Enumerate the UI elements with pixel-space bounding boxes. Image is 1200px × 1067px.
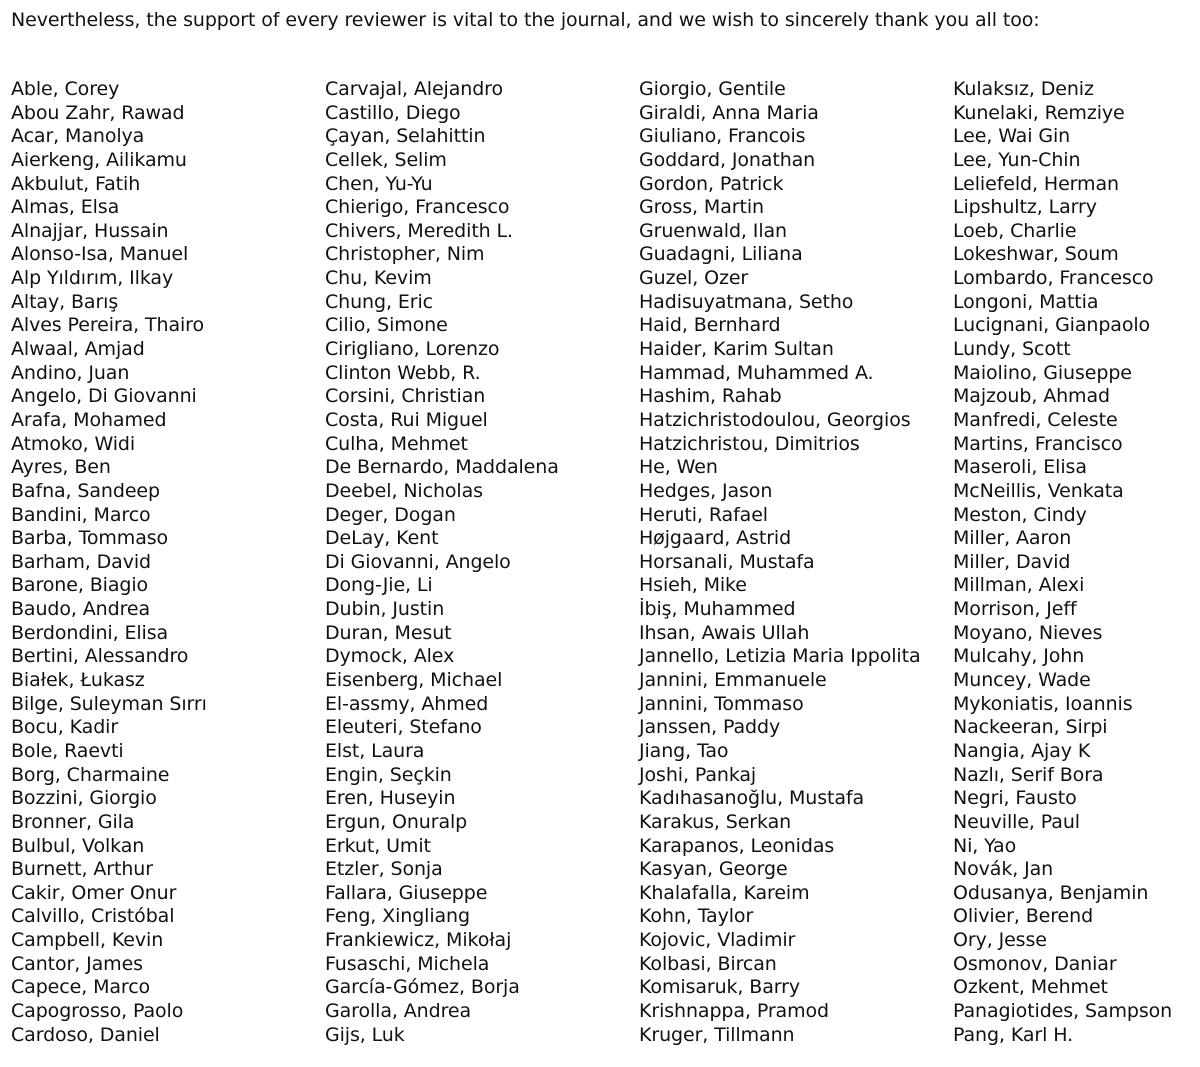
reviewer-name: Aierkeng, Ailikamu <box>11 148 187 171</box>
reviewer-name: Lee, Yun-Chin <box>953 148 1081 171</box>
reviewer-name: Nazlı, Serif Bora <box>953 763 1104 786</box>
reviewer-name: Hatzichristodoulou, Georgios <box>639 408 911 431</box>
reviewer-name: Abou Zahr, Rawad <box>11 101 185 124</box>
reviewer-name: McNeillis, Venkata <box>953 479 1124 502</box>
reviewer-name: Novák, Jan <box>953 858 1054 881</box>
reviewer-name: Dymock, Alex <box>325 645 455 668</box>
reviewer-name: Miller, David <box>953 550 1071 573</box>
reviewer-name: Baudo, Andrea <box>11 598 151 621</box>
reviewer-name: Joshi, Pankaj <box>639 763 757 786</box>
reviewer-name: Akbulut, Fatih <box>11 172 141 195</box>
reviewer-name: Ozkent, Mehmet <box>953 976 1108 999</box>
reviewer-name: Alnajjar, Hussain <box>11 219 169 242</box>
reviewer-name: Gruenwald, Ilan <box>639 219 787 242</box>
reviewer-name: Cilio, Simone <box>325 314 448 337</box>
reviewer-name: Kohn, Taylor <box>639 905 754 928</box>
reviewer-name: Calvillo, Cristóbal <box>11 905 175 928</box>
reviewer-name: Chierigo, Francesco <box>325 196 510 219</box>
reviewer-name: Gordon, Patrick <box>639 172 784 195</box>
reviewer-name: Hashim, Rahab <box>639 385 782 408</box>
reviewer-name: Ayres, Ben <box>11 456 111 479</box>
reviewer-name: Lokeshwar, Soum <box>953 243 1119 266</box>
reviewer-name: Bocu, Kadir <box>11 716 119 739</box>
reviewer-name: Neuville, Paul <box>953 810 1080 833</box>
reviewer-name: Deebel, Nicholas <box>325 479 483 502</box>
reviewer-name: Bole, Raevti <box>11 739 124 762</box>
reviewer-name: Kojovic, Vladimir <box>639 929 796 952</box>
reviewer-name: Jiang, Tao <box>639 739 729 762</box>
reviewer-name: Kunelaki, Remziye <box>953 101 1125 124</box>
reviewer-name: Cellek, Selim <box>325 148 447 171</box>
reviewer-name: Kolbasi, Bircan <box>639 952 777 975</box>
reviewer-name: Castillo, Diego <box>325 101 461 124</box>
reviewer-name: Leliefeld, Herman <box>953 172 1119 195</box>
reviewer-name: Goddard, Jonathan <box>639 148 816 171</box>
reviewer-name: Haid, Bernhard <box>639 314 781 337</box>
reviewer-name: Millman, Alexi <box>953 574 1085 597</box>
reviewer-column-1 <box>11 78 207 1047</box>
reviewer-name: Alp Yıldırım, Ilkay <box>11 267 174 290</box>
reviewer-name: Bilge, Suleyman Sırrı <box>11 692 207 715</box>
reviewer-name: Hedges, Jason <box>639 479 773 502</box>
reviewer-name: Feng, Xingliang <box>325 905 470 928</box>
reviewer-name: Çayan, Selahittin <box>325 125 486 148</box>
reviewer-name: El-assmy, Ahmed <box>325 692 489 715</box>
reviewer-name: Pang, Karl H. <box>953 1023 1074 1046</box>
reviewer-name: Mulcahy, John <box>953 645 1085 668</box>
reviewer-name: Mykoniatis, Ioannis <box>953 692 1133 715</box>
reviewer-name: Moyano, Nieves <box>953 621 1103 644</box>
reviewer-column-2 <box>325 78 559 1047</box>
reviewer-name: Acar, Manolya <box>11 125 145 148</box>
reviewer-name: Chen, Yu-Yu <box>325 172 433 195</box>
reviewer-name: Atmoko, Widi <box>11 432 136 455</box>
reviewer-name: Janssen, Paddy <box>639 716 781 739</box>
reviewer-name: Lipshultz, Larry <box>953 196 1097 219</box>
reviewer-name: Horsanali, Mustafa <box>639 550 815 573</box>
reviewer-name: Cantor, James <box>11 952 143 975</box>
reviewer-name: Ory, Jesse <box>953 929 1047 952</box>
reviewer-name: Lee, Wai Gin <box>953 125 1071 148</box>
reviewer-name: Barham, David <box>11 550 151 573</box>
reviewer-name: Barba, Tommaso <box>11 527 169 550</box>
reviewer-name: Gross, Martin <box>639 196 764 219</box>
reviewer-name: Heruti, Rafael <box>639 503 768 526</box>
reviewer-name: Fallara, Giuseppe <box>325 881 488 904</box>
reviewer-name: Able, Corey <box>11 78 120 100</box>
reviewer-name: Bronner, Gila <box>11 810 135 833</box>
reviewer-name: Miller, Aaron <box>953 527 1072 550</box>
reviewer-name: Lucignani, Gianpaolo <box>953 314 1151 337</box>
reviewer-name: Chung, Eric <box>325 290 433 313</box>
reviewer-name: Osmonov, Daniar <box>953 952 1117 975</box>
reviewer-name: Muncey, Wade <box>953 669 1091 692</box>
reviewer-name: Di Giovanni, Angelo <box>325 550 511 573</box>
reviewer-name: Longoni, Mattia <box>953 290 1099 313</box>
reviewer-name: İbiş, Muhammed <box>639 598 796 621</box>
reviewer-name: Lundy, Scott <box>953 338 1071 361</box>
reviewer-name: Kruger, Tillmann <box>639 1023 795 1046</box>
reviewer-name: Berdondini, Elisa <box>11 621 169 644</box>
reviewer-name: Burnett, Arthur <box>11 858 153 881</box>
intro-text: Nevertheless, the support of every reviewer is vital to the journal, and we wish to sincerely thank you all too: <box>11 9 1040 31</box>
reviewer-column-3 <box>639 78 921 1047</box>
reviewer-column-4 <box>953 78 1172 1047</box>
reviewer-name: Bafna, Sandeep <box>11 479 160 502</box>
reviewer-name: He, Wen <box>639 456 718 479</box>
reviewer-name: Altay, Barış <box>11 290 119 313</box>
reviewer-name: Costa, Rui Miguel <box>325 408 488 431</box>
reviewer-name: Hadisuyatmana, Setho <box>639 290 854 313</box>
reviewer-name: Erkut, Umit <box>325 834 431 857</box>
reviewer-name: De Bernardo, Maddalena <box>325 456 559 479</box>
reviewer-name: Bertini, Alessandro <box>11 645 189 668</box>
reviewer-name: Elst, Laura <box>325 739 425 762</box>
reviewer-name: Kasyan, George <box>639 858 788 881</box>
reviewer-name: Capece, Marco <box>11 976 151 999</box>
reviewer-name: Gijs, Luk <box>325 1023 405 1046</box>
reviewer-name: Chu, Kevim <box>325 267 432 290</box>
reviewer-name: Odusanya, Benjamin <box>953 881 1149 904</box>
reviewer-name: Martins, Francisco <box>953 432 1123 455</box>
reviewer-name: Angelo, Di Giovanni <box>11 385 197 408</box>
reviewer-name: Manfredi, Celeste <box>953 408 1118 431</box>
reviewer-name: Alwaal, Amjad <box>11 338 145 361</box>
reviewer-name: Ihsan, Awais Ullah <box>639 621 810 644</box>
reviewer-name: Kulaksız, Deniz <box>953 78 1094 100</box>
reviewer-name: Nackeeran, Sirpi <box>953 716 1108 739</box>
reviewer-name: Chivers, Meredith L. <box>325 219 513 242</box>
reviewer-name: Alonso-Isa, Manuel <box>11 243 189 266</box>
reviewer-name: Andino, Juan <box>11 361 130 384</box>
reviewer-name: Culha, Mehmet <box>325 432 468 455</box>
reviewer-name: Eisenberg, Michael <box>325 669 503 692</box>
reviewer-name: Guadagni, Liliana <box>639 243 803 266</box>
reviewer-name: Jannello, Letizia Maria Ippolita <box>639 645 921 668</box>
reviewer-name: Maiolino, Giuseppe <box>953 361 1132 384</box>
reviewer-name: Morrison, Jeff <box>953 598 1077 621</box>
reviewer-name: Majzoub, Ahmad <box>953 385 1110 408</box>
reviewer-name: Alves Pereira, Thairo <box>11 314 205 337</box>
reviewer-name: Meston, Cindy <box>953 503 1087 526</box>
reviewer-name: Duran, Mesut <box>325 621 452 644</box>
reviewer-name: Dubin, Justin <box>325 598 445 621</box>
reviewer-name: Haider, Karim Sultan <box>639 338 834 361</box>
reviewer-name: Engin, Seçkin <box>325 763 452 786</box>
reviewer-name: Nangia, Ajay K <box>953 739 1091 762</box>
reviewer-name: Bandini, Marco <box>11 503 151 526</box>
reviewer-name: Białek, Łukasz <box>11 669 145 692</box>
reviewer-name: Christopher, Nim <box>325 243 485 266</box>
reviewer-name: Khalafalla, Kareim <box>639 881 810 904</box>
reviewer-name: Ni, Yao <box>953 834 1017 857</box>
reviewer-name: Giraldi, Anna Maria <box>639 101 819 124</box>
reviewer-name: Eren, Huseyin <box>325 787 456 810</box>
reviewer-name: Cardoso, Daniel <box>11 1023 160 1046</box>
reviewer-name: Karapanos, Leonidas <box>639 834 835 857</box>
reviewer-name: Guzel, Ozer <box>639 267 749 290</box>
reviewer-name: Carvajal, Alejandro <box>325 78 503 100</box>
reviewer-name: Højgaard, Astrid <box>639 527 792 550</box>
reviewer-name: Maseroli, Elisa <box>953 456 1087 479</box>
reviewer-name: Hammad, Muhammed A. <box>639 361 874 384</box>
reviewer-name: Garolla, Andrea <box>325 999 471 1022</box>
reviewer-name: Clinton Webb, R. <box>325 361 481 384</box>
reviewer-name: Capogrosso, Paolo <box>11 999 184 1022</box>
reviewer-name: Loeb, Charlie <box>953 219 1077 242</box>
reviewer-name: Deger, Dogan <box>325 503 456 526</box>
reviewer-name: Olivier, Berend <box>953 905 1094 928</box>
reviewer-name: Etzler, Sonja <box>325 858 443 881</box>
reviewer-name: Eleuteri, Stefano <box>325 716 482 739</box>
reviewer-name: Panagiotides, Sampson <box>953 999 1173 1022</box>
reviewer-name: Negri, Fausto <box>953 787 1077 810</box>
reviewer-name: Almas, Elsa <box>11 196 120 219</box>
reviewer-name: Barone, Biagio <box>11 574 149 597</box>
reviewer-name: Karakus, Serkan <box>639 810 792 833</box>
reviewer-name: Borg, Charmaine <box>11 763 170 786</box>
reviewer-name: Frankiewicz, Mikołaj <box>325 929 512 952</box>
reviewer-name: Bulbul, Volkan <box>11 834 145 857</box>
reviewer-name: Kadıhasanoğlu, Mustafa <box>639 787 865 810</box>
reviewer-name: Cirigliano, Lorenzo <box>325 338 500 361</box>
reviewer-name: DeLay, Kent <box>325 527 439 550</box>
reviewer-name: Krishnappa, Pramod <box>639 999 829 1022</box>
reviewer-name: Campbell, Kevin <box>11 929 164 952</box>
reviewer-name: Fusaschi, Michela <box>325 952 490 975</box>
reviewer-name: Hsieh, Mike <box>639 574 747 597</box>
reviewer-name: Giuliano, Francois <box>639 125 806 148</box>
reviewer-name: Komisaruk, Barry <box>639 976 801 999</box>
reviewer-name: Giorgio, Gentile <box>639 78 786 100</box>
reviewer-name: Ergun, Onuralp <box>325 810 468 833</box>
reviewer-name: Arafa, Mohamed <box>11 408 167 431</box>
reviewer-name: Dong-Jie, Li <box>325 574 433 597</box>
reviewer-name: Hatzichristou, Dimitrios <box>639 432 860 455</box>
reviewer-name: Jannini, Tommaso <box>639 692 804 715</box>
reviewer-name: Lombardo, Francesco <box>953 267 1154 290</box>
reviewer-name: Jannini, Emmanuele <box>639 669 827 692</box>
reviewer-name: Corsini, Christian <box>325 385 486 408</box>
reviewer-name: Cakir, Omer Onur <box>11 881 177 904</box>
reviewer-name: Bozzini, Giorgio <box>11 787 157 810</box>
reviewer-name: García-Gómez, Borja <box>325 976 520 999</box>
